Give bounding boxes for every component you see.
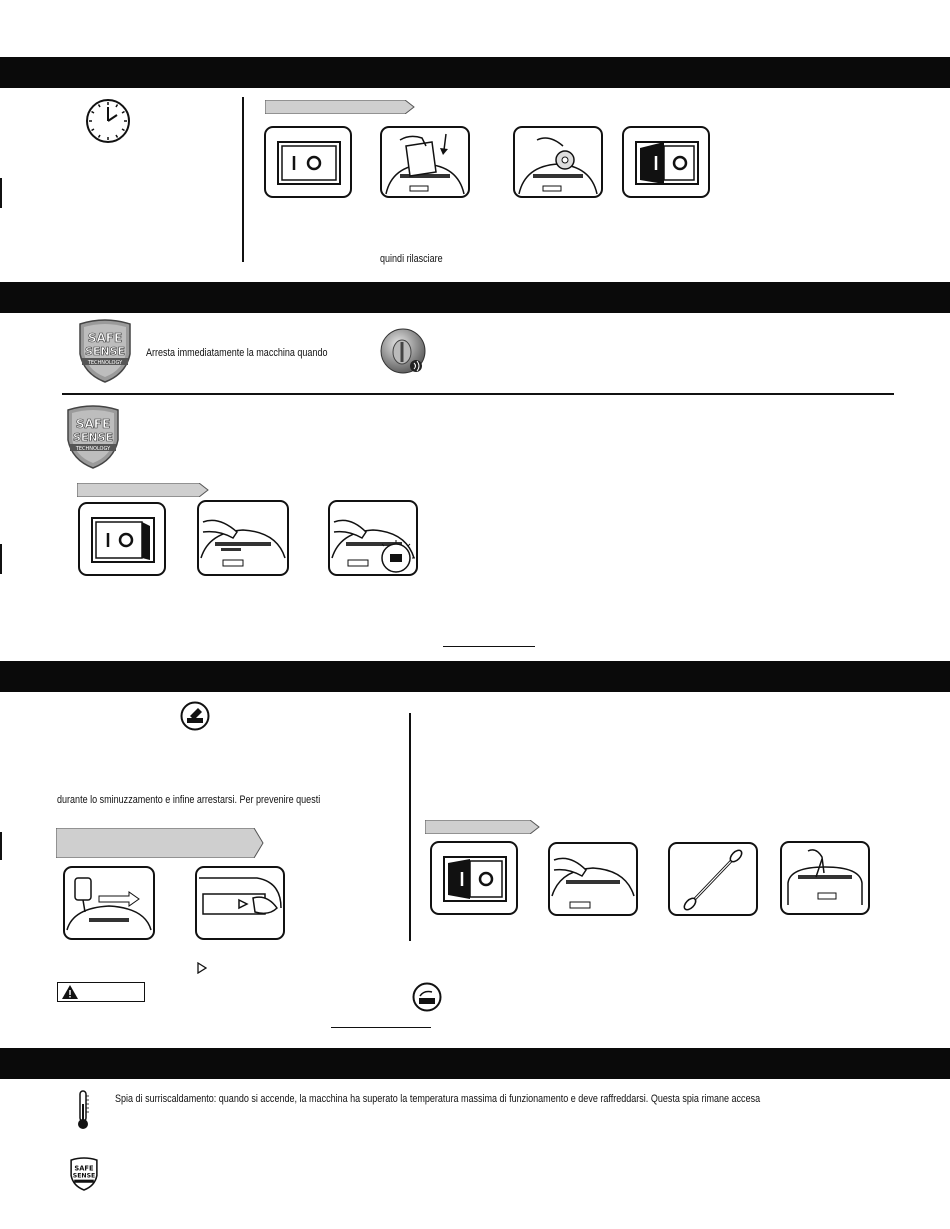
thermometer-icon xyxy=(76,1090,90,1130)
svg-text:TECHNOLOGY: TECHNOLOGY xyxy=(75,446,111,452)
hand-over-slot-icon xyxy=(197,500,289,576)
power-switch-on-icon-2 xyxy=(78,502,166,576)
hand-clean-icon xyxy=(780,841,870,915)
svg-text:TECHNOLOGY: TECHNOLOGY xyxy=(87,360,123,366)
power-switch-on-icon-3 xyxy=(430,841,518,915)
safesense-shield-icon-2 xyxy=(62,404,124,470)
underline-rule-2 xyxy=(331,1027,431,1028)
step-arrow-tab-3 xyxy=(56,828,264,858)
cotton-swab-icon xyxy=(668,842,758,916)
warning-label xyxy=(57,982,145,1002)
column-divider xyxy=(242,97,244,262)
svg-text:SAFE: SAFE xyxy=(75,417,111,431)
edge-mark-3 xyxy=(0,832,2,860)
section-header-band-1 xyxy=(0,57,950,88)
safesense-small-icon xyxy=(67,1157,101,1191)
edge-mark xyxy=(0,178,2,208)
step-arrow-tab-2 xyxy=(77,483,209,497)
hand-indicator-light-icon xyxy=(328,500,418,576)
maintenance-caption: durante lo sminuzzamento e infine arrestarsi. Per prevenire questi xyxy=(57,794,321,806)
overheat-indicator-text: Spia di surriscaldamento: quando si accende, la macchina ha superato la temperatura massima di funzionamento e deve raffreddarsi. Questa spia rimane accesa xyxy=(115,1093,761,1105)
svg-text:SENSE: SENSE xyxy=(72,1172,96,1180)
clock-icon xyxy=(84,97,132,145)
slot-clean-icon xyxy=(548,842,638,916)
section-header-band-3 xyxy=(0,661,950,692)
hand-silence-icon xyxy=(380,328,426,374)
svg-text:SENSE: SENSE xyxy=(72,431,114,444)
svg-text:SAFE: SAFE xyxy=(87,331,123,345)
section-header-band-4 xyxy=(0,1048,950,1079)
svg-text:SAFE: SAFE xyxy=(74,1164,94,1173)
oil-shredder-icon xyxy=(180,701,210,731)
cd-feed-icon xyxy=(513,126,603,198)
step-caption-release: quindi rilasciare xyxy=(380,253,443,265)
no-hand-in-slot-icon xyxy=(412,982,442,1012)
section-header-band-2 xyxy=(0,282,950,313)
oil-bottle-slot-icon xyxy=(63,866,155,940)
reverse-arrow-slot-icon xyxy=(195,866,285,940)
reverse-triangle-icon xyxy=(197,961,207,973)
power-switch-off-icon xyxy=(622,126,710,198)
underline-rule xyxy=(443,646,535,647)
power-switch-on-icon xyxy=(264,126,352,198)
step-arrow-tab-4 xyxy=(425,820,540,834)
column-divider-2 xyxy=(409,713,411,941)
horizontal-divider xyxy=(62,393,894,395)
edge-mark-2 xyxy=(0,544,2,574)
safesense-caption: Arresta immediatamente la macchina quando xyxy=(146,347,328,359)
paper-feed-icon xyxy=(380,126,470,198)
safesense-shield-icon xyxy=(76,318,134,384)
svg-text:SENSE: SENSE xyxy=(84,345,126,358)
step-arrow-tab xyxy=(265,100,415,114)
